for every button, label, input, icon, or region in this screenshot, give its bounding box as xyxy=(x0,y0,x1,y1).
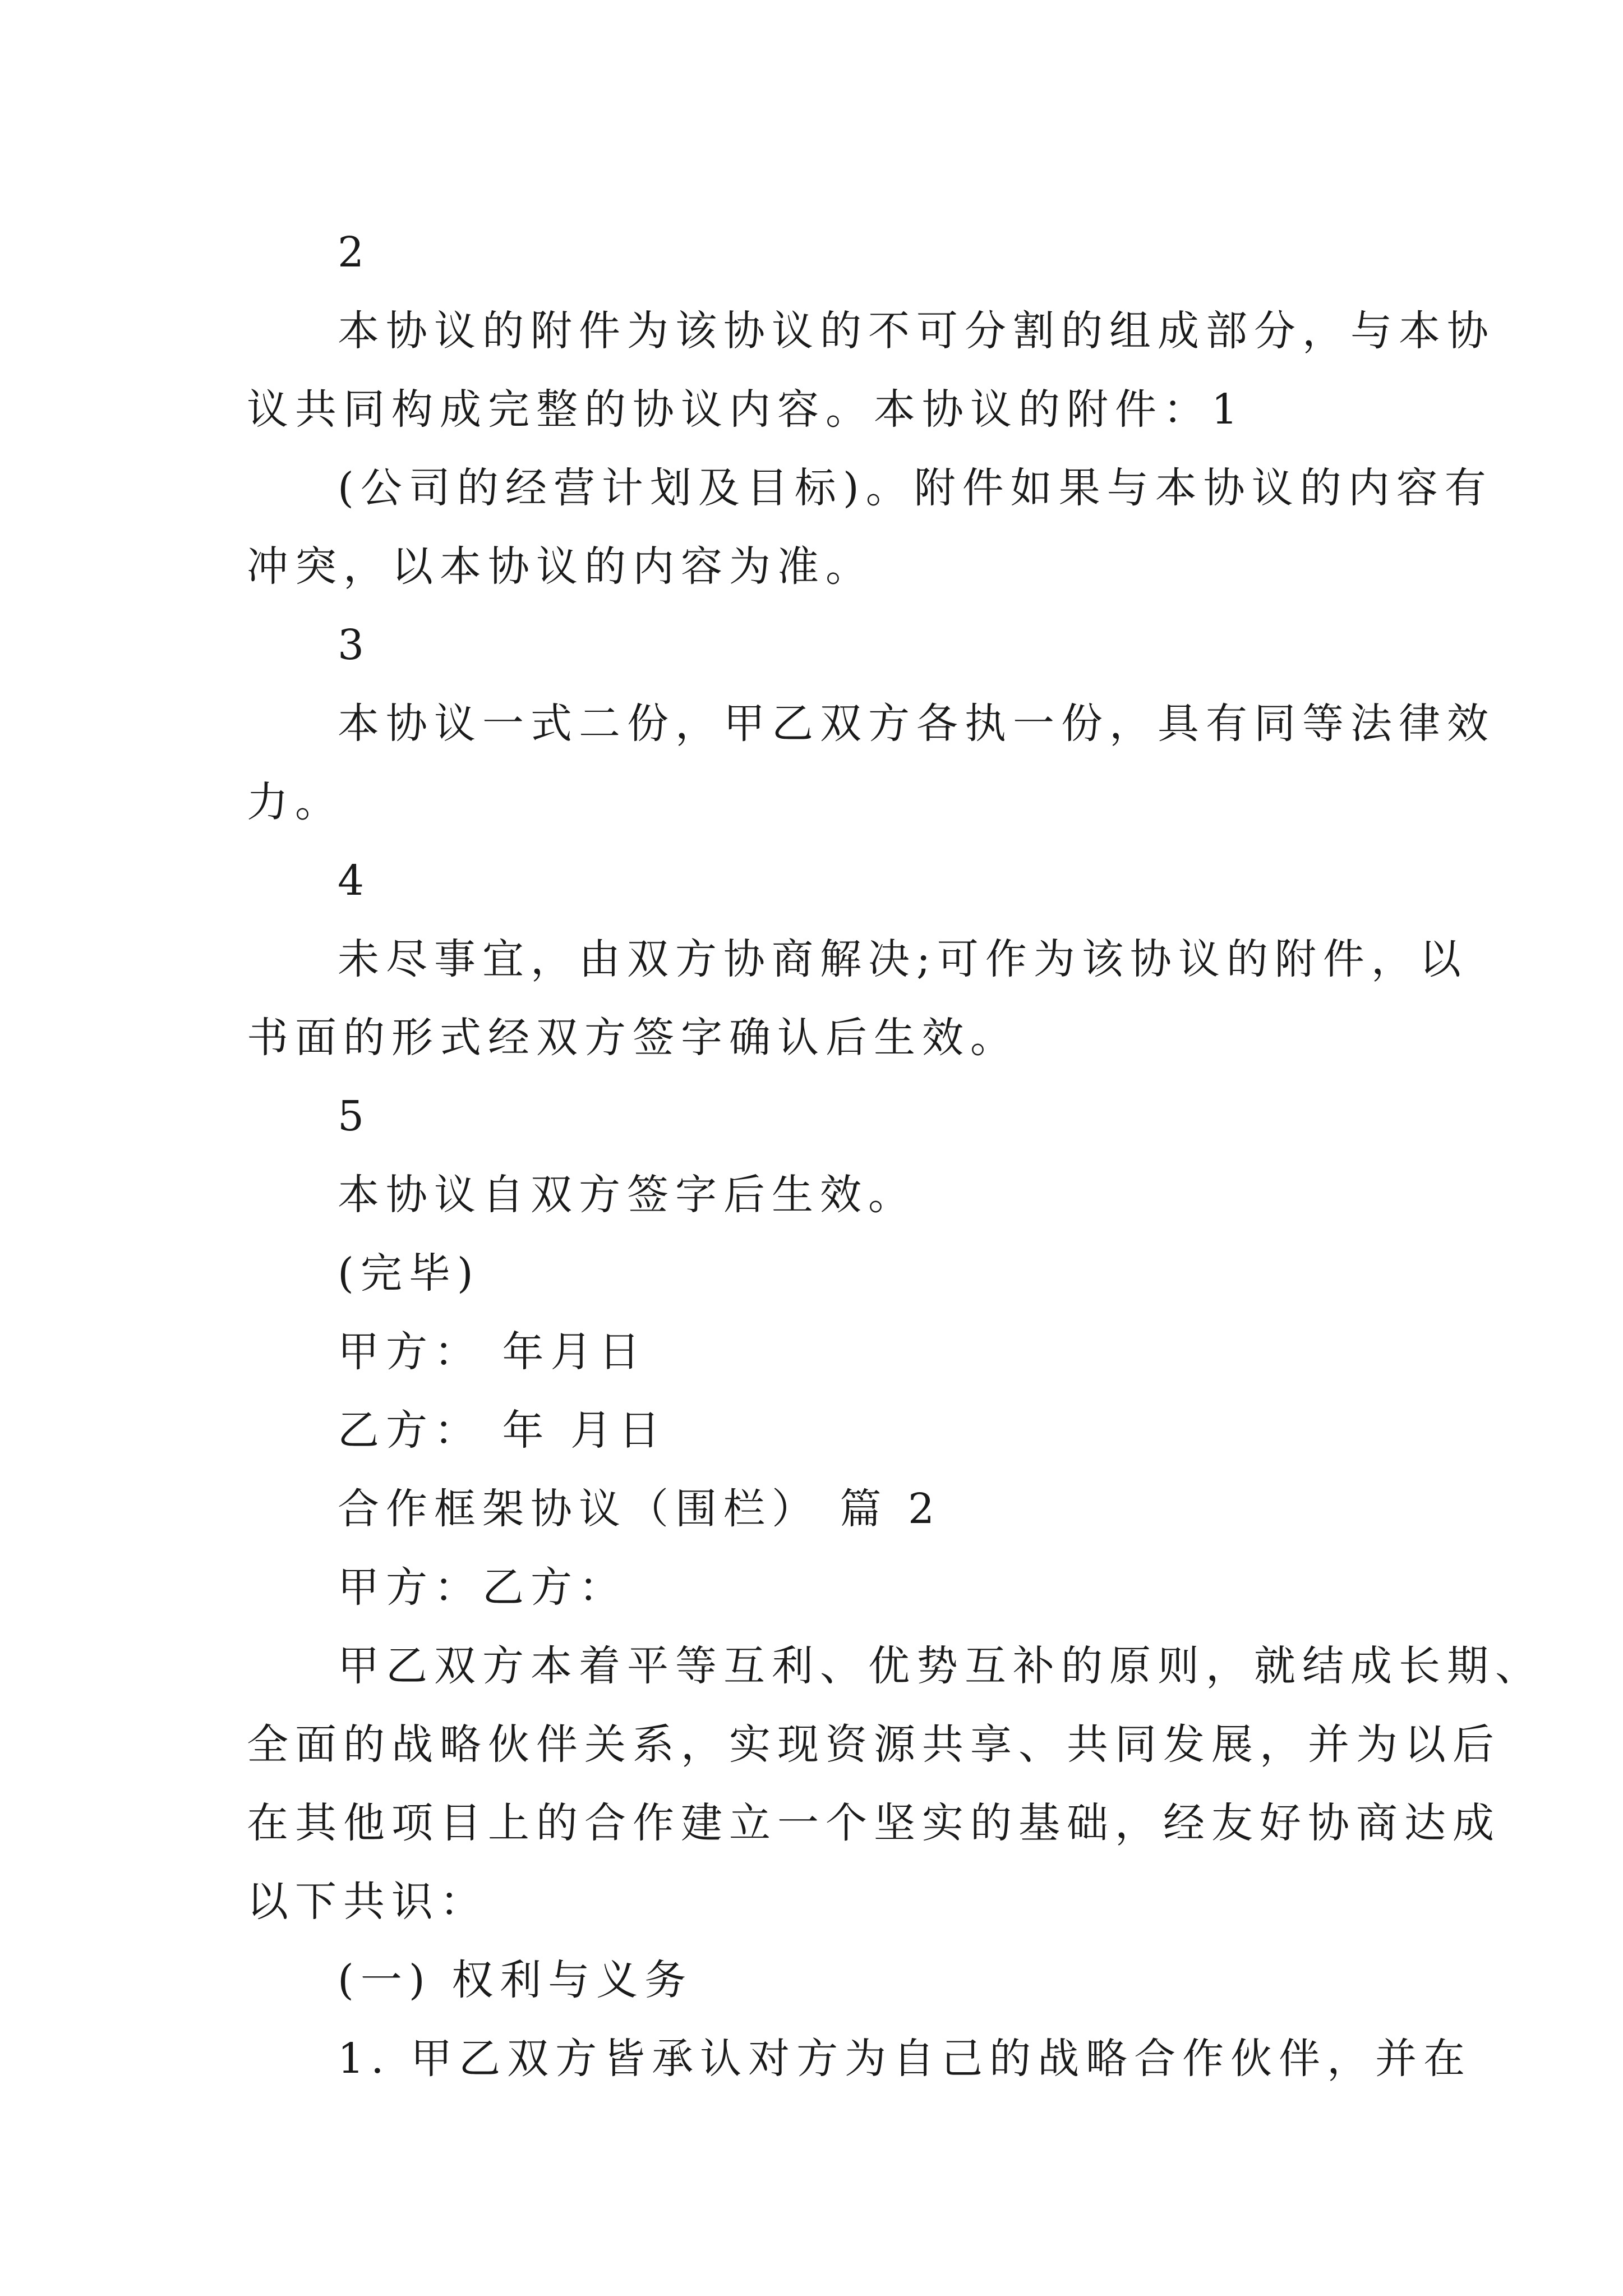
paragraph-line: 全面的战略伙伴关系，实现资源共享、共同发展，并为以后 xyxy=(247,1720,1501,1769)
paragraph-line: 以下共识： xyxy=(247,1878,488,1926)
signature-party-a: 甲方： 年月日 xyxy=(338,1328,647,1376)
paragraph-line: 未尽事宜，由双方协商解决;可作为该协议的附件，以 xyxy=(338,935,1468,983)
paragraph-line: 本协议自双方签字后生效。 xyxy=(338,1171,916,1219)
section-number: 2 xyxy=(338,228,365,277)
paragraph-line: (完毕) xyxy=(338,1249,480,1297)
parties-line: 甲方：乙方： xyxy=(338,1563,627,1612)
paragraph-line: 本协议一式二份，甲乙双方各执一份，具有同等法律效 xyxy=(338,700,1495,748)
signature-party-b: 乙方： 年 月日 xyxy=(338,1406,667,1455)
paragraph-line: 本协议的附件为该协议的不可分割的组成部分，与本协 xyxy=(338,307,1495,355)
section-number: 5 xyxy=(338,1092,365,1140)
section-title: 合作框架协议（围栏） 篇 2 xyxy=(338,1485,942,1533)
section-number: 4 xyxy=(338,857,365,905)
paragraph-line: 冲突，以本协议的内容为准。 xyxy=(247,542,874,591)
paragraph-line: 力。 xyxy=(247,778,343,826)
paragraph-line: 书面的形式经双方签字确认后生效。 xyxy=(247,1014,1018,1062)
paragraph-line: 甲乙双方本着平等互利、优势互补的原则，就结成长期、 xyxy=(338,1642,1543,1690)
paragraph-line: 议共同构成完整的协议内容。本协议的附件：1 xyxy=(247,385,1245,434)
document-body xyxy=(247,213,1543,2098)
section-number: 3 xyxy=(338,621,365,669)
paragraph-line: (公司的经营计划及目标)。附件如果与本协议的内容有 xyxy=(338,464,1493,512)
paragraph-line: 1. 甲乙双方皆承认对方为自己的战略合作伙伴，并在 xyxy=(338,2035,1472,2083)
paragraph-line: 在其他项目上的合作建立一个坚实的基础，经友好协商达成 xyxy=(247,1799,1501,1847)
subsection-heading: (一) 权利与义务 xyxy=(338,1956,693,2004)
